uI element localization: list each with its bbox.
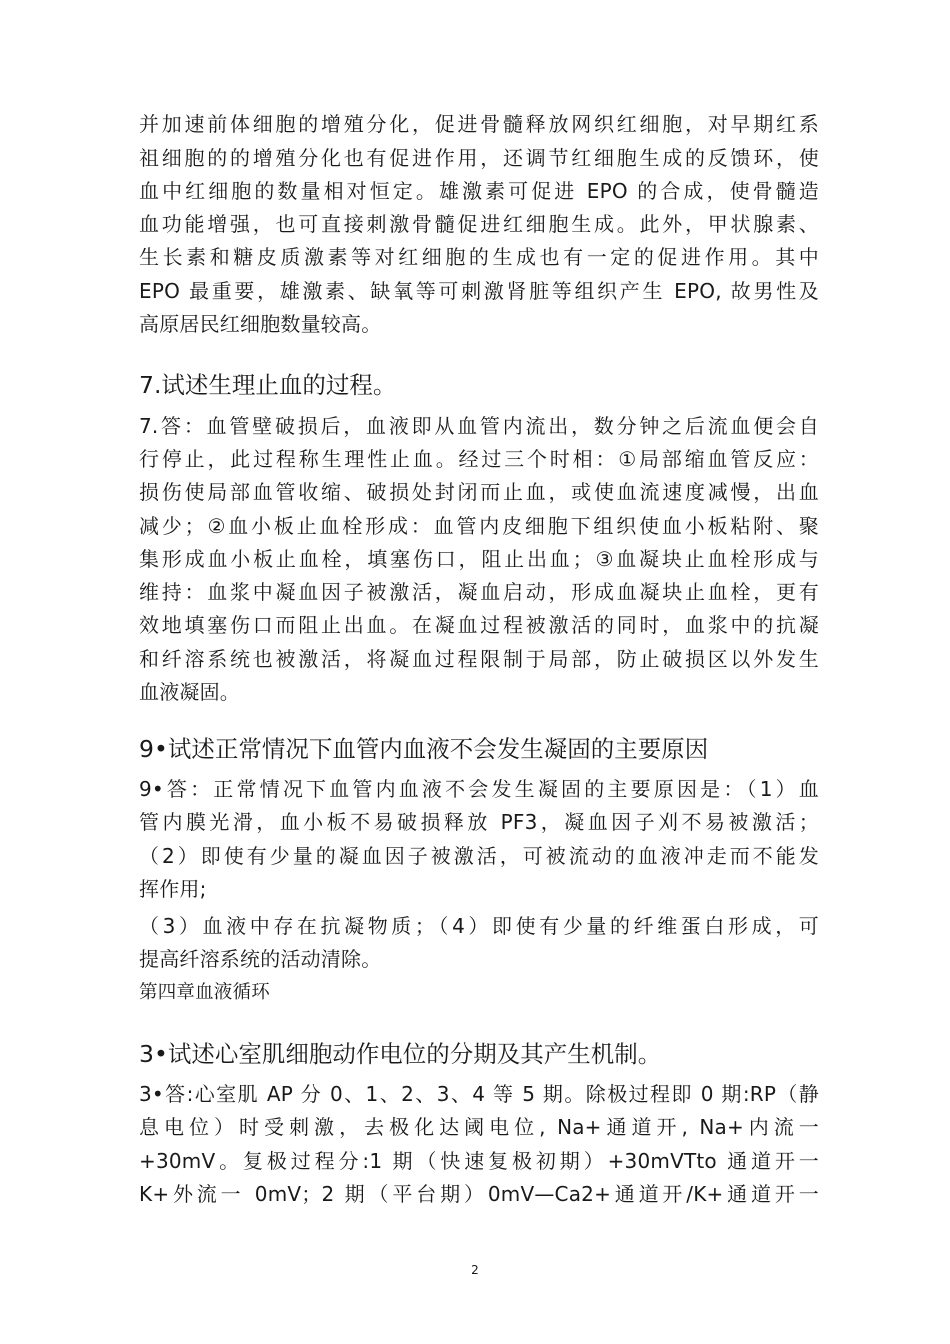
answer-line: 9•答：正常情况下血管内血液不会发生凝固的主要原因是：（1）血 xyxy=(139,777,819,801)
answer-line: 和纤溶系统也被激活，将凝血过程限制于局部，防止破损区以外发生 xyxy=(139,647,819,671)
answer-line: （2）即使有少量的凝血因子被激活，可被流动的血液冲走而不能发 xyxy=(139,844,819,868)
page-number: 2 xyxy=(471,1263,479,1277)
answer-line: 损伤使局部血管收缩、破损处封闭而止血，或使血流速度减慢，出血 xyxy=(139,480,819,504)
paragraph-line: 高原居民红细胞数量较高。 xyxy=(139,312,382,336)
answer-line: 减少；②血小板止血栓形成：血管内皮细胞下组织使血小板粘附、聚 xyxy=(139,514,819,538)
answer-line: 血液凝固。 xyxy=(139,680,240,704)
question-heading: 9•试述正常情况下血管内血液不会发生凝固的主要原因 xyxy=(139,735,709,763)
chapter-title: 第四章血液循环 xyxy=(139,982,270,1003)
question-heading: 3•试述心室肌细胞动作电位的分期及其产生机制。 xyxy=(139,1040,662,1068)
paragraph-line: 并加速前体细胞的增殖分化，促进骨髓释放网织红细胞，对早期红系 xyxy=(139,112,819,136)
question-heading: 7.试述生理止血的过程。 xyxy=(139,371,397,399)
answer-line: 维持：血浆中凝血因子被激活，凝血启动，形成血凝块止血栓，更有 xyxy=(139,580,819,604)
answer-line: 管内膜光滑，血小板不易破损释放 PF3，凝血因子刈不易被激活； xyxy=(139,810,819,834)
answer-line: K+外流一 0mV；2 期（平台期）0mV—Ca2+通道开/K+通道开一 xyxy=(139,1182,819,1206)
answer-line: 集形成血小板止血栓，填塞伤口，阻止出血；③血凝块止血栓形成与 xyxy=(139,547,819,571)
answer-line: 提高纤溶系统的活动清除。 xyxy=(139,947,382,971)
answer-line: 7.答：血管壁破损后，血液即从血管内流出，数分钟之后流血便会自 xyxy=(139,414,819,438)
paragraph-line: 祖细胞的的增殖分化也有促进作用，还调节红细胞生成的反馈环，使 xyxy=(139,146,819,170)
answer-line: （3）血液中存在抗凝物质；（4）即使有少量的纤维蛋白形成，可 xyxy=(139,914,819,938)
answer-line: 效地填塞伤口而阻止出血。在凝血过程被激活的同时，血浆中的抗凝 xyxy=(139,613,819,637)
answer-line: 3•答:心室肌 AP 分 0、1、2、3、4 等 5 期。除极过程即 0 期:RP（静 xyxy=(139,1082,819,1106)
paragraph-line: 生长素和糖皮质激素等对红细胞的生成也有一定的促进作用。其中 xyxy=(139,245,819,269)
paragraph-line: 血中红细胞的数量相对恒定。雄激素可促进 EPO 的合成，使骨髓造 xyxy=(139,179,819,203)
answer-line: +30mV。复极过程分:1 期（快速复极初期）+30mVTto 通道开一 xyxy=(139,1149,819,1173)
answer-line: 挥作用; xyxy=(139,877,207,901)
answer-line: 行停止，此过程称生理性止血。经过三个时相：①局部缩血管反应： xyxy=(139,447,819,471)
answer-line: 息电位）时受刺激，去极化达阈电位, Na+通道开, Na+内流一 xyxy=(139,1115,819,1139)
paragraph-line: 血功能增强，也可直接刺激骨髓促进红细胞生成。此外，甲状腺素、 xyxy=(139,212,819,236)
paragraph-line: EPO 最重要，雄激素、缺氧等可刺激肾脏等组织产生 EPO, 故男性及 xyxy=(139,279,819,303)
